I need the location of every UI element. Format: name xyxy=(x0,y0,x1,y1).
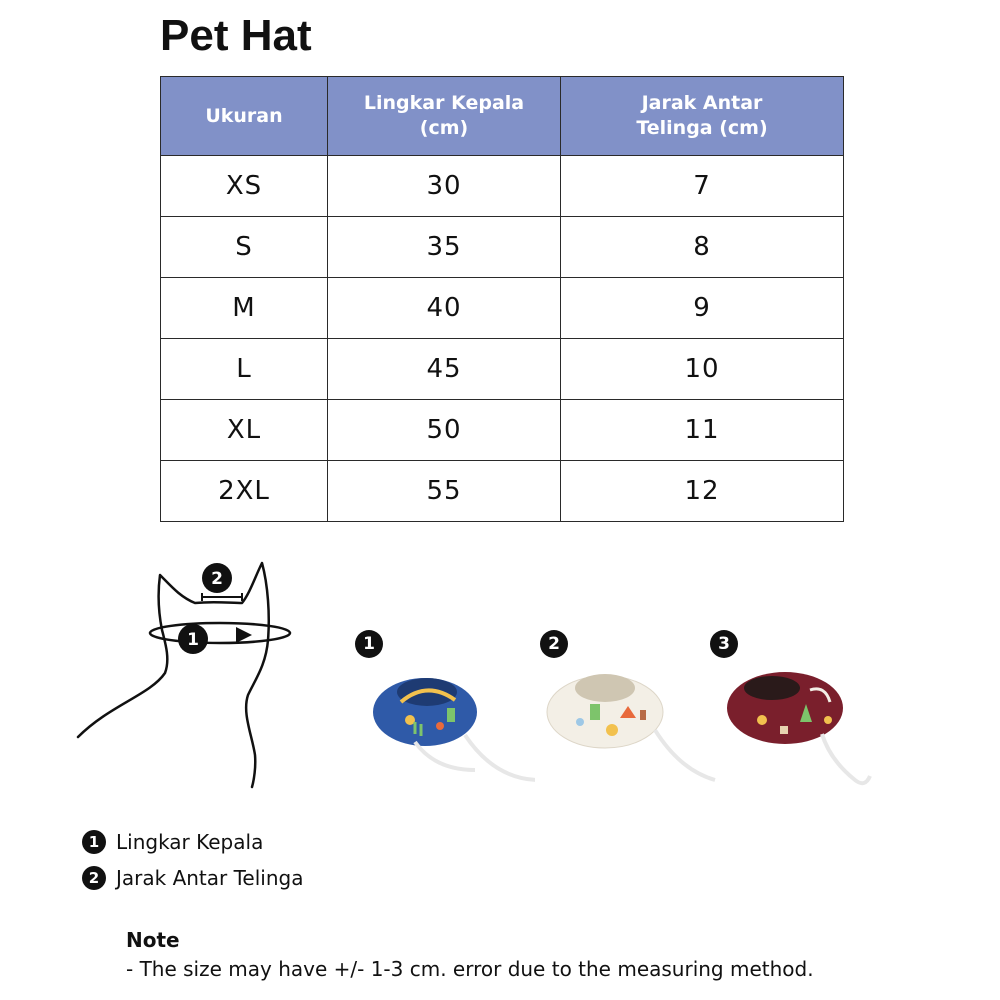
column-header-ear-distance: Jarak Antar Telinga (cm) xyxy=(561,77,844,156)
head-circumference-cell: 40 xyxy=(328,278,561,339)
table-row xyxy=(161,339,844,400)
blue-hat-image xyxy=(355,630,535,790)
note-text: - The size may have +/- 1-3 cm. error due to the measuring method. xyxy=(126,957,814,981)
note-title: Note xyxy=(126,928,180,952)
column-header-head-circumference: Lingkar Kepala (cm) xyxy=(328,77,561,156)
hat-variant-2 xyxy=(540,630,720,790)
size-cell: 2XL xyxy=(161,461,328,522)
table-row xyxy=(161,217,844,278)
ear-distance-cell: 11 xyxy=(561,400,844,461)
ear-distance-cell: 10 xyxy=(561,339,844,400)
marker-2-label: 2 xyxy=(211,569,223,589)
head-circumference-cell: 30 xyxy=(328,156,561,217)
size-cell: M xyxy=(161,278,328,339)
head-circumference-cell: 35 xyxy=(328,217,561,278)
cat-measurement-diagram xyxy=(70,555,310,795)
size-cell: XS xyxy=(161,156,328,217)
measurement-legend xyxy=(82,826,303,898)
legend-item-ear-distance xyxy=(82,862,303,894)
legend-number-badge: 1 xyxy=(82,830,106,854)
table-header-row xyxy=(161,77,844,156)
maroon-hat-image xyxy=(710,630,890,790)
variant-number-badge: 2 xyxy=(540,630,568,658)
cream-hat-image xyxy=(540,630,720,790)
marker-1-label: 1 xyxy=(187,630,199,650)
page-title: Pet Hat xyxy=(160,11,312,60)
ear-distance-cell: 12 xyxy=(561,461,844,522)
variant-number-badge: 3 xyxy=(710,630,738,658)
hat-variant-1 xyxy=(355,630,535,790)
size-cell: L xyxy=(161,339,328,400)
ear-distance-cell: 9 xyxy=(561,278,844,339)
legend-number-badge: 2 xyxy=(82,866,106,890)
table-row xyxy=(161,156,844,217)
legend-label: Lingkar Kepala xyxy=(116,830,264,854)
ear-distance-cell: 7 xyxy=(561,156,844,217)
ear-distance-cell: 8 xyxy=(561,217,844,278)
table-row xyxy=(161,400,844,461)
head-circumference-cell: 55 xyxy=(328,461,561,522)
size-cell: XL xyxy=(161,400,328,461)
head-circumference-cell: 50 xyxy=(328,400,561,461)
arrow-icon xyxy=(236,627,252,643)
ear-distance-marker xyxy=(202,593,242,601)
legend-item-head-circumference xyxy=(82,826,303,858)
table-row xyxy=(161,461,844,522)
size-table xyxy=(160,76,844,522)
table-row xyxy=(161,278,844,339)
note-section xyxy=(126,926,986,984)
column-header-size: Ukuran xyxy=(161,77,328,156)
variant-number-badge: 1 xyxy=(355,630,383,658)
legend-label: Jarak Antar Telinga xyxy=(116,866,304,890)
size-cell: S xyxy=(161,217,328,278)
head-circumference-cell: 45 xyxy=(328,339,561,400)
hat-variant-3 xyxy=(710,630,890,790)
